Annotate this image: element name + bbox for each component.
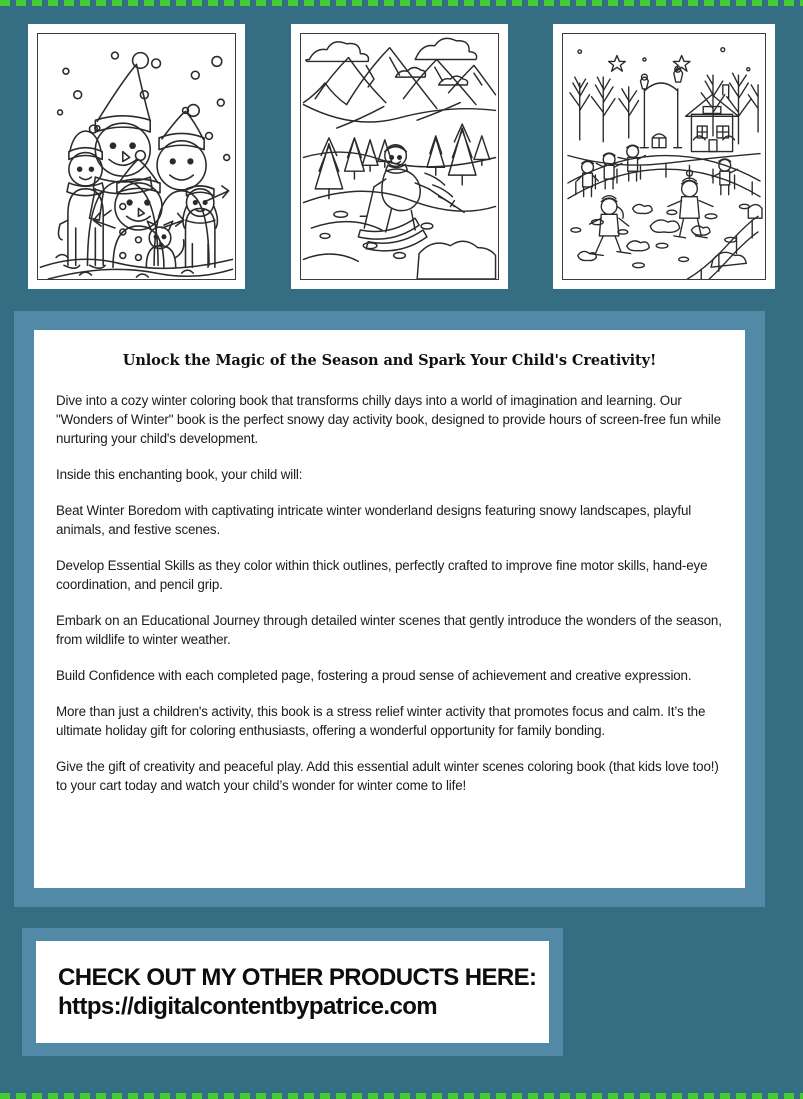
coloring-page-gallery bbox=[0, 24, 803, 289]
description-card bbox=[34, 330, 745, 888]
gallery-thumbnail-2[interactable] bbox=[291, 24, 508, 289]
description-paragraph: Inside this enchanting book, your child will: bbox=[56, 467, 303, 483]
description-paragraph: Embark on an Educational Journey through detailed winter scenes that gently introduce the wonders of the season, from wildlife to winter weather. bbox=[56, 613, 722, 648]
description-title: Unlock the Magic of the Season and Spark Your Child's Creativity! bbox=[122, 352, 657, 369]
description-paragraph: Develop Essential Skills as they color within thick outlines, perfectly crafted to improve fine motor skills, hand-eye coordination, and pencil grip. bbox=[56, 558, 708, 593]
description-paragraph: More than just a children's activity, this book is a stress relief winter activity that promotes focus and calm. It’s the ultimate holiday gift for coloring enthusiasts, offering a wonderful opportunity for family bonding. bbox=[56, 704, 706, 739]
green-dashed-rule-top bbox=[0, 0, 803, 6]
cta-panel-frame bbox=[22, 928, 563, 1056]
gallery-thumbnail-3[interactable] bbox=[553, 24, 775, 289]
thumbnail-3-artwork bbox=[562, 33, 766, 280]
description-paragraph: Build Confidence with each completed page, fostering a proud sense of achievement and creative expression. bbox=[56, 668, 692, 684]
cta-heading: CHECK OUT MY OTHER PRODUCTS HERE: bbox=[58, 963, 537, 991]
cta-card bbox=[36, 941, 549, 1043]
description-paragraph: Give the gift of creativity and peaceful play. Add this essential adult winter scenes coloring book (that kids love too!) to your cart today and watch your child’s wonder for winter come to life! bbox=[56, 759, 719, 794]
cta-store-url[interactable]: https://digitalcontentbypatrice.com bbox=[58, 993, 438, 1020]
thumbnail-1-artwork bbox=[37, 33, 236, 280]
description-paragraph: Dive into a cozy winter coloring book that transforms chilly days into a world of imagination and learning. Our "Wonders of Winter" book is the perfect snowy day activity book, designed to provide hours of screen-free fun while nurturing your child's development. bbox=[56, 393, 721, 447]
thumbnail-2-artwork bbox=[300, 33, 499, 280]
gallery-thumbnail-1[interactable] bbox=[28, 24, 245, 289]
description-panel-frame bbox=[14, 311, 765, 907]
green-dashed-rule-bottom bbox=[0, 1093, 803, 1099]
description-paragraph: Beat Winter Boredom with captivating intricate winter wonderland designs featuring snowy landscapes, playful animals, and festive scenes. bbox=[56, 503, 692, 538]
